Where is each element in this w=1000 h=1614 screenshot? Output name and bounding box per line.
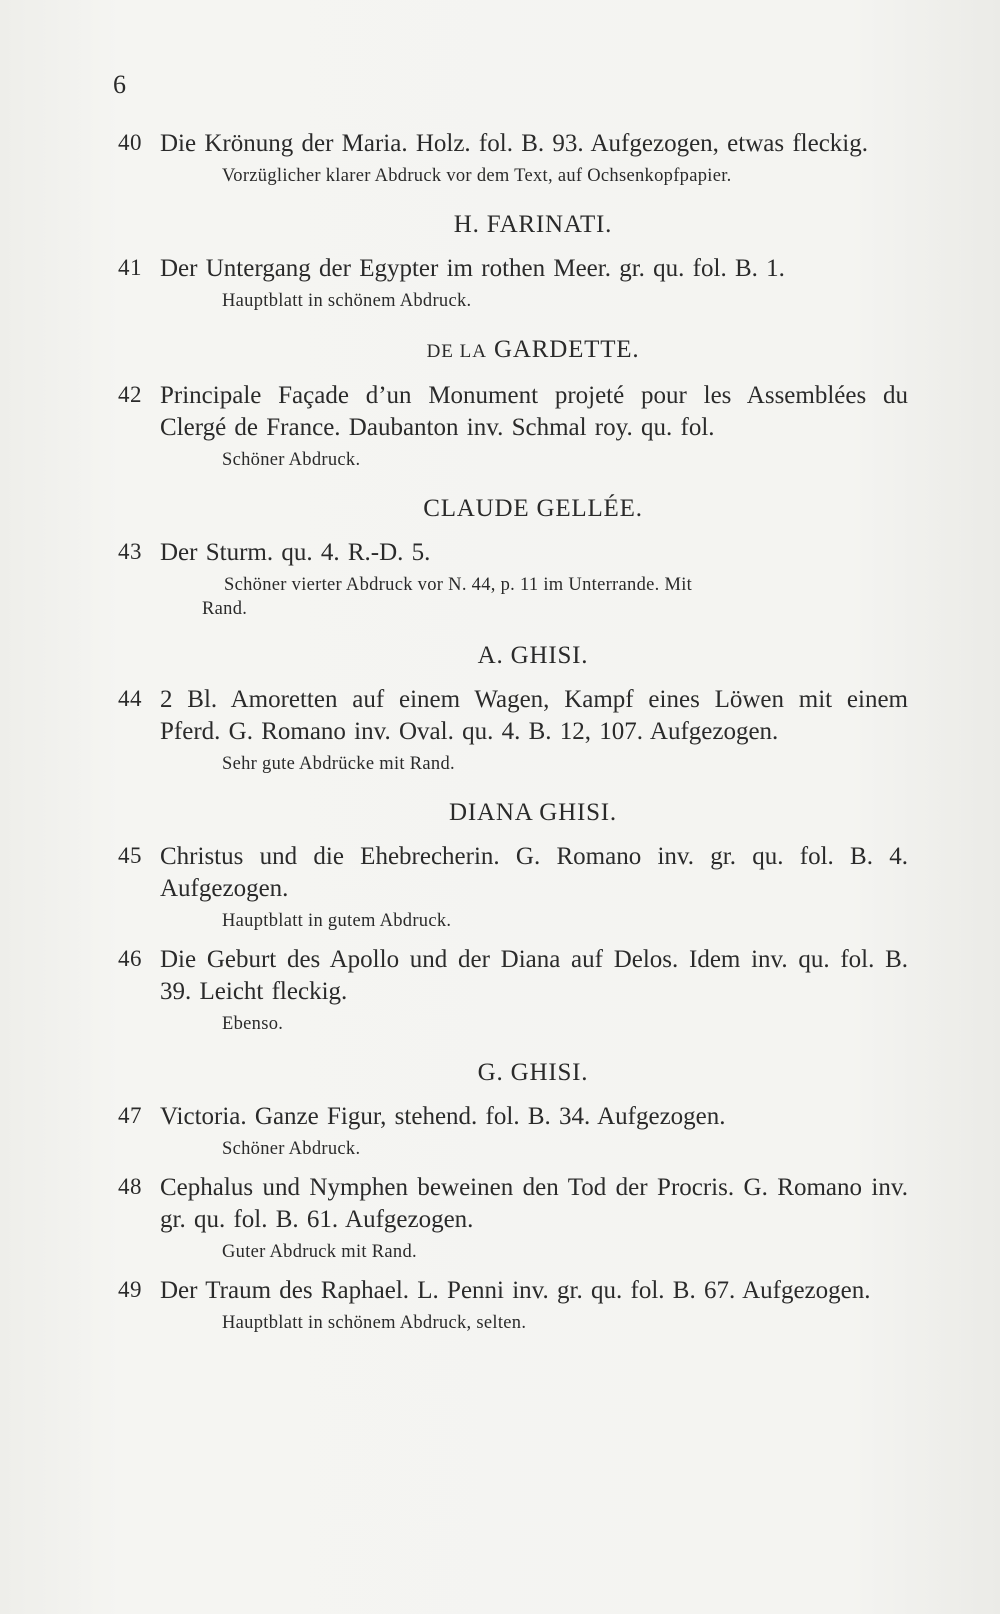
artist-heading	[158, 334, 908, 368]
entry-title: 2 Bl. Amoretten auf einem Wagen, Kampf eines Löwen mit einem Pferd. G. Romano inv. Oval. qu. 4. B. 12, 107. Aufgezogen.	[160, 686, 908, 745]
catalog-entry-48	[118, 1172, 908, 1265]
artist-heading: H. FARINATI.	[453, 211, 613, 238]
entry-number: 43	[118, 539, 142, 564]
entry-note: Schöner Abdruck.	[222, 450, 361, 470]
artist-heading: DIANA GHISI.	[449, 799, 617, 826]
entry-number: 44	[118, 686, 142, 711]
entry-title: Der Untergang der Egypter im rothen Meer. gr. qu. fol. B. 1.	[160, 255, 785, 282]
catalog-entry-41	[118, 253, 908, 314]
catalog-entry-49	[118, 1275, 908, 1336]
entry-title: Die Krönung der Maria. Holz. fol. B. 93. Aufgezogen, etwas fleckig.	[160, 130, 869, 157]
entry-title: Die Geburt des Apollo und der Diana auf Delos. Idem inv. qu. fol. B. 39. Leicht fleckig.	[160, 946, 908, 1005]
entry-note: Vorzüglicher klarer Abdruck vor dem Text, auf Ochsenkopfpapier.	[222, 166, 732, 186]
catalog-entry-43	[118, 537, 908, 620]
artist-name: GARDETTE.	[494, 336, 640, 363]
entry-number: 41	[118, 255, 142, 280]
entry-note: Hauptblatt in gutem Abdruck.	[222, 911, 452, 931]
entry-number: 45	[118, 843, 142, 868]
catalog-entry-47	[118, 1101, 908, 1162]
entry-number: 40	[118, 130, 142, 155]
catalog-content	[118, 128, 908, 1346]
artist-heading: CLAUDE GELLÉE.	[423, 495, 643, 522]
catalog-entry-42	[118, 380, 908, 473]
entry-note: Schöner Abdruck.	[222, 1139, 361, 1159]
entry-title: Der Sturm. qu. 4. R.-D. 5.	[160, 539, 431, 566]
entry-title: Victoria. Ganze Figur, stehend. fol. B. 34. Aufgezogen.	[160, 1103, 726, 1130]
artist-heading: A. GHISI.	[477, 642, 589, 669]
entry-note: Schöner vierter Abdruck vor N. 44, p. 11 im Unterrande. Mit	[224, 575, 693, 595]
entry-title: Principale Façade d’un Monument projeté pour les Assemblées du Clergé de France. Daubanton inv. Schmal roy. qu. fol.	[160, 382, 908, 441]
entry-note: Hauptblatt in schönem Abdruck.	[222, 291, 472, 311]
entry-note: Ebenso.	[222, 1014, 284, 1034]
artist-heading: G. GHISI.	[477, 1059, 589, 1086]
entry-title: Der Traum des Raphael. L. Penni inv. gr. qu. fol. B. 67. Aufgezogen.	[160, 1277, 871, 1304]
page-number: 6	[113, 70, 127, 99]
catalog-entry-46	[118, 944, 908, 1037]
entry-title: Cephalus und Nymphen beweinen den Tod der Procris. G. Romano inv. gr. qu. fol. B. 61. Aufgezogen.	[160, 1174, 908, 1233]
entry-title: Christus und die Ehebrecherin. G. Romano inv. gr. qu. fol. B. 4. Aufgezogen.	[160, 843, 908, 902]
catalog-entry-40	[118, 128, 908, 189]
artist-prefix: DE LA	[426, 341, 487, 362]
entry-note: Guter Abdruck mit Rand.	[222, 1242, 417, 1262]
entry-number: 46	[118, 946, 142, 971]
catalog-entry-45	[118, 841, 908, 934]
entry-number: 47	[118, 1103, 142, 1128]
catalog-entry-44	[118, 684, 908, 777]
entry-note: Sehr gute Abdrücke mit Rand.	[222, 754, 455, 774]
entry-number: 49	[118, 1277, 142, 1302]
entry-number: 48	[118, 1174, 142, 1199]
entry-number: 42	[118, 382, 142, 407]
entry-note-continuation: Rand.	[202, 599, 248, 619]
entry-note: Hauptblatt in schönem Abdruck, selten.	[222, 1313, 527, 1333]
